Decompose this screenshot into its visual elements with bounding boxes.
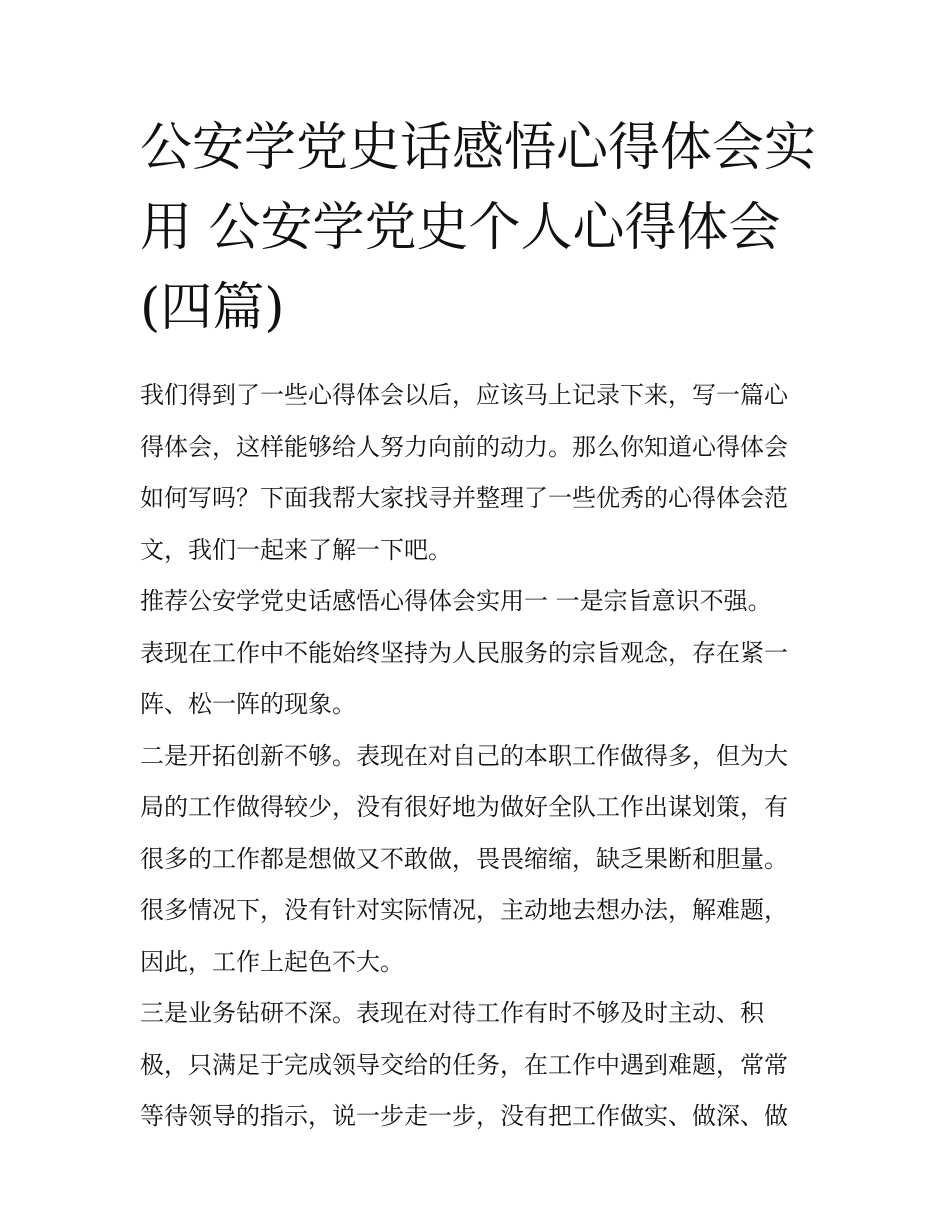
body-line: 三是业务钻研不深。表现在对待工作有时不够及时主动、积: [140, 999, 764, 1027]
body-line: 很多情况下，没有针对实际情况，主动地去想办法，解难题，: [140, 896, 788, 924]
body-line: 文，我们一起来了解一下吧。: [140, 535, 452, 564]
body-line: 表现在工作中不能始终坚持为人民服务的宗旨观念，存在紧一: [140, 638, 788, 667]
document-title: [140, 108, 820, 348]
title-line: 用 公安学党史个人心得体会: [140, 198, 781, 258]
document-body: [140, 370, 820, 1143]
body-line: 推荐公安学党史话感悟心得体会实用一 一是宗旨意识不强。: [140, 587, 772, 615]
body-line: 因此，工作上起色不大。: [140, 947, 404, 976]
body-line: 得体会，这样能够给人努力向前的动力。那么你知道心得体会: [140, 432, 788, 461]
body-line: 局的工作做得较少，没有很好地为做好全队工作出谋划策，有: [140, 793, 788, 821]
document-page: [140, 108, 820, 1143]
body-line: 等待领导的指示，说一步走一步，没有把工作做实、做深、做: [140, 1102, 788, 1130]
title-line: (四篇): [140, 278, 285, 338]
body-line: 二是开拓创新不够。表现在对自己的本职工作做得多，但为大: [140, 741, 788, 770]
body-line: 阵、松一阵的现象。: [140, 690, 356, 718]
body-line: 很多的工作都是想做又不敢做，畏畏缩缩，缺乏果断和胆量。: [140, 844, 788, 873]
body-line: 极，只满足于完成领导交给的任务，在工作中遇到难题，常常: [140, 1050, 788, 1079]
body-line: 我们得到了一些心得体会以后，应该马上记录下来，写一篇心: [140, 381, 788, 409]
title-line: 公安学党史话感悟心得体会实: [140, 118, 817, 178]
body-line: 如何写吗？下面我帮大家找寻并整理了一些优秀的心得体会范: [140, 484, 788, 512]
